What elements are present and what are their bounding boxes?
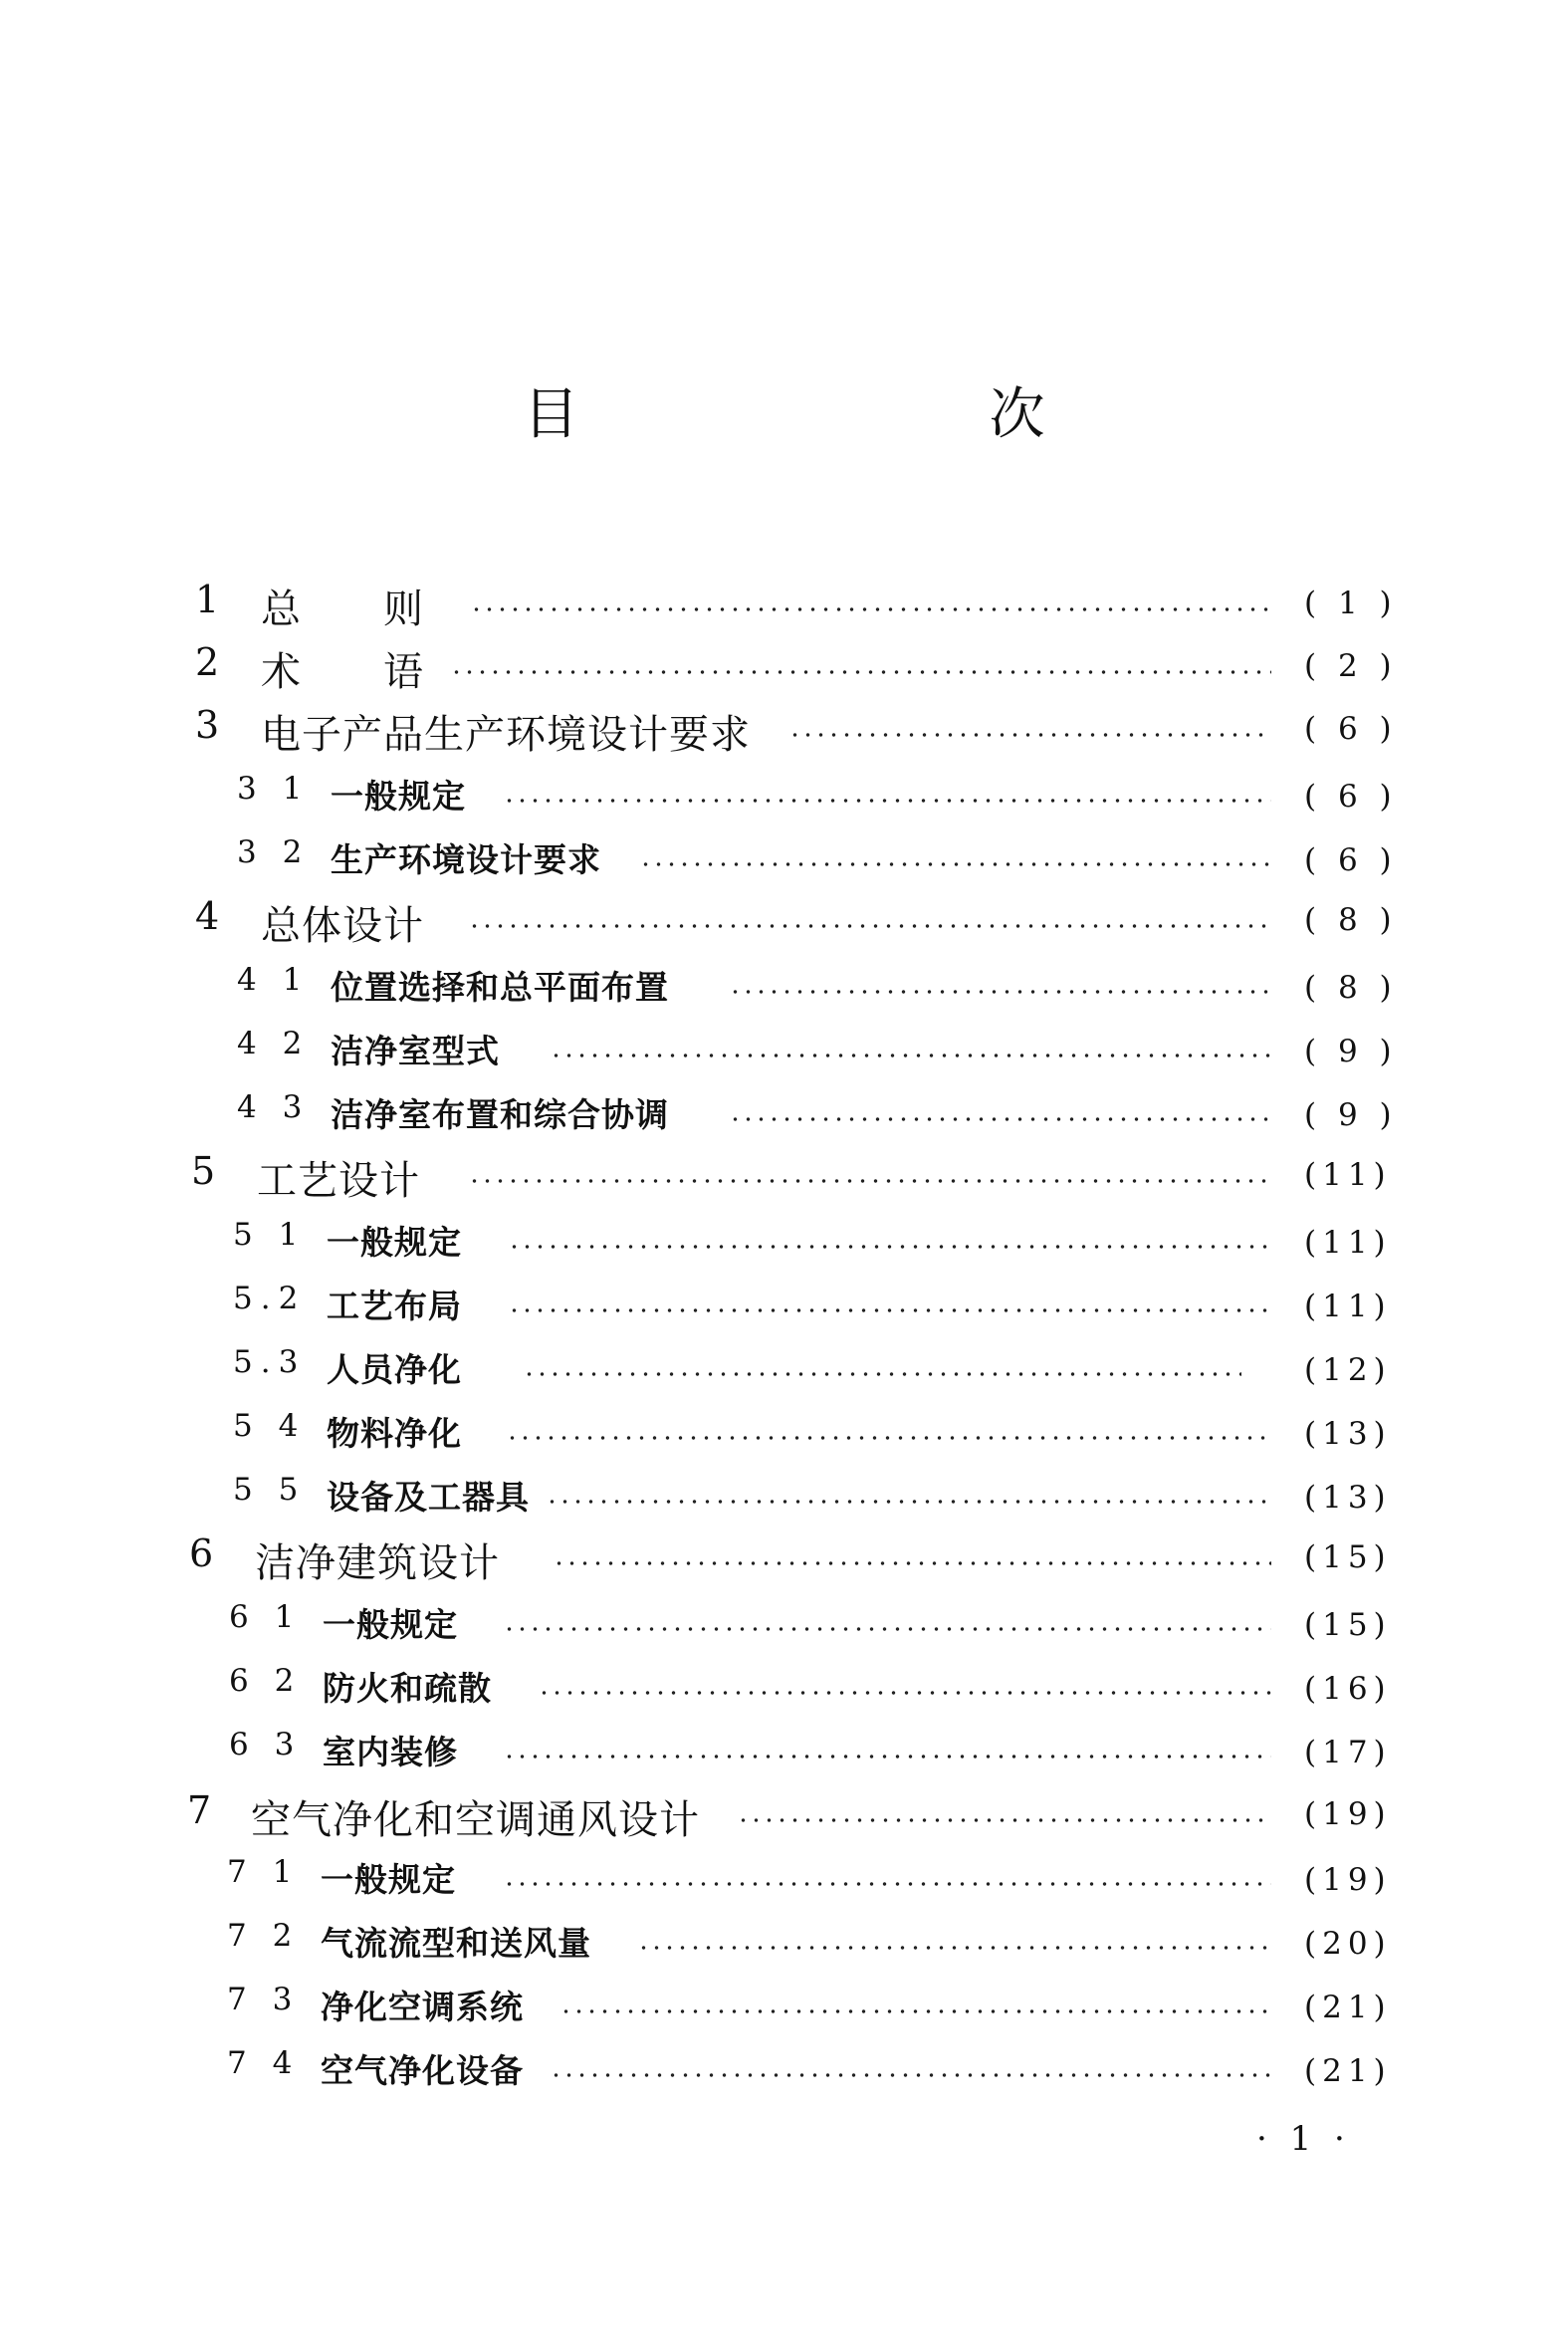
toc-entry-number: 7 2 — [227, 1918, 301, 1954]
toc-entry[interactable] — [0, 1982, 1568, 2041]
toc-entry-title: 一般规定 — [331, 777, 466, 816]
toc-entry[interactable] — [0, 834, 1568, 894]
toc-entry-number: 6 — [189, 1531, 214, 1575]
dot-leader — [788, 733, 1271, 737]
toc-entry-page: (13) — [1304, 1480, 1392, 1516]
toc-entry-number: 7 — [187, 1788, 212, 1832]
toc-entry[interactable] — [0, 1788, 1568, 1848]
toc-entry-title: 空气净化和空调通风设计 — [251, 1797, 700, 1843]
toc-entry-title: 气流流型和送风量 — [321, 1924, 591, 1963]
dot-leader — [503, 799, 1271, 803]
toc-entry-page: ( 8 ) — [1304, 970, 1398, 1006]
dot-leader — [546, 1500, 1271, 1504]
toc-entry[interactable] — [0, 1344, 1568, 1404]
toc-entry-page: ( 2 ) — [1304, 648, 1398, 684]
dot-leader — [737, 1818, 1271, 1822]
toc-entry-title: 电子产品生产环境设计要求 — [261, 712, 751, 758]
toc-entry[interactable] — [0, 1854, 1568, 1914]
toc-entry-page: (16) — [1304, 1671, 1392, 1707]
toc-entry-title: 位置选择和总平面布置 — [331, 968, 669, 1007]
toc-entry-page: ( 6 ) — [1304, 842, 1398, 878]
toc-entry-title: 工艺设计 — [257, 1158, 420, 1204]
toc-entry-title: 总体设计 — [261, 903, 424, 949]
toc-entry[interactable] — [0, 894, 1568, 954]
toc-entry-title: 室内装修 — [323, 1733, 458, 1771]
toc-entry[interactable] — [0, 1217, 1568, 1277]
toc-entry-title: 洁净室布置和综合协调 — [331, 1095, 669, 1134]
dot-leader — [503, 1755, 1271, 1759]
toc-entry-title: 人员净化 — [327, 1350, 462, 1389]
toc-entry-page: ( 8 ) — [1304, 902, 1398, 938]
toc-entry-number: 2 — [195, 640, 220, 684]
toc-entry[interactable] — [0, 1472, 1568, 1531]
toc-entry-number: 5 1 — [233, 1217, 307, 1253]
toc-entry-number: 6 3 — [229, 1727, 303, 1762]
toc-entry-title: 一般规定 — [323, 1605, 458, 1644]
toc-entry[interactable] — [0, 1663, 1568, 1723]
toc-entry-title: 一般规定 — [327, 1223, 462, 1262]
toc-entry-number: 5 — [191, 1149, 216, 1193]
toc-entry-number: 5 5 — [233, 1472, 307, 1508]
toc-entry-page: (15) — [1304, 1607, 1392, 1643]
toc-entry[interactable] — [0, 1026, 1568, 1085]
toc-entry[interactable] — [0, 640, 1568, 700]
toc-entry-page: (21) — [1304, 2053, 1392, 2089]
toc-entry-title: 洁净室型式 — [331, 1032, 500, 1070]
dot-leader — [468, 1179, 1271, 1183]
toc-entry[interactable] — [0, 578, 1568, 637]
dot-leader — [560, 2009, 1271, 2013]
toc-entry[interactable] — [0, 1531, 1568, 1591]
toc-entry-page: (12) — [1304, 1352, 1392, 1388]
toc-entry[interactable] — [0, 2045, 1568, 2105]
toc-entry[interactable] — [0, 1599, 1568, 1659]
dot-leader — [508, 1308, 1271, 1312]
toc-entry-title: 生产环境设计要求 — [331, 840, 601, 879]
dot-leader — [553, 1561, 1271, 1565]
toc-entry-title: 物料净化 — [327, 1414, 462, 1453]
dot-leader — [508, 1245, 1271, 1249]
toc-entry-page: (13) — [1304, 1416, 1392, 1452]
dot-leader — [729, 1117, 1271, 1121]
toc-entry[interactable] — [0, 1918, 1568, 1978]
toc-entry[interactable] — [0, 1089, 1568, 1149]
toc-entry-page: (11) — [1304, 1289, 1392, 1324]
dot-leader — [550, 2073, 1271, 2077]
toc-entry-page: (11) — [1304, 1225, 1392, 1261]
dot-leader — [639, 862, 1271, 866]
toc-entry-title: 洁净建筑设计 — [255, 1540, 500, 1586]
toc-entry-page: ( 9 ) — [1304, 1034, 1398, 1069]
toc-entry-page: (20) — [1304, 1926, 1392, 1962]
toc-entry-number: 3 2 — [237, 834, 311, 870]
toc-entry-title: 防火和疏散 — [323, 1669, 492, 1708]
toc-entry-title: 空气净化设备 — [321, 2051, 524, 2090]
dot-leader — [450, 670, 1271, 674]
toc-entry-number: 3 — [195, 703, 220, 747]
dot-leader — [468, 924, 1271, 928]
toc-entry-page: ( 9 ) — [1304, 1097, 1398, 1133]
toc-entry-number: 4 2 — [237, 1026, 311, 1061]
toc-entry-number: 6 1 — [229, 1599, 303, 1635]
toc-entry-title: 净化空调系统 — [321, 1988, 524, 2026]
toc-entry-number: 5.3 — [233, 1344, 307, 1380]
toc-entry-page: ( 6 ) — [1304, 779, 1398, 815]
toc-entry-title: 一般规定 — [321, 1860, 456, 1899]
toc-entry[interactable] — [0, 1281, 1568, 1340]
toc-entry-page: (19) — [1304, 1796, 1392, 1832]
toc-entry[interactable] — [0, 1149, 1568, 1209]
toc-entry-title: 术 语 — [261, 649, 424, 695]
toc-entry-page: (21) — [1304, 1990, 1392, 2025]
dot-leader — [729, 990, 1271, 994]
dot-leader — [550, 1054, 1271, 1057]
toc-entry-number: 5 4 — [233, 1408, 307, 1444]
toc-entry-page: ( 1 ) — [1304, 586, 1398, 621]
toc-entry-page: (15) — [1304, 1539, 1392, 1575]
dot-leader — [523, 1372, 1241, 1376]
dot-leader — [538, 1691, 1271, 1695]
toc-entry[interactable] — [0, 962, 1568, 1022]
toc-entry[interactable] — [0, 1727, 1568, 1786]
toc-entry[interactable] — [0, 703, 1568, 763]
toc-entry[interactable] — [0, 1408, 1568, 1468]
toc-entry-title: 工艺布局 — [327, 1287, 462, 1325]
toc-entry-number: 7 3 — [227, 1982, 301, 2017]
toc-entry-page: (19) — [1304, 1862, 1392, 1898]
toc-entry-number: 4 1 — [237, 962, 311, 998]
dot-leader — [470, 607, 1271, 611]
toc-entry-number: 7 1 — [227, 1854, 301, 1890]
toc-entry-number: 1 — [195, 578, 220, 621]
toc-entry-number: 5.2 — [233, 1281, 307, 1316]
toc-entry-title: 总 则 — [261, 587, 424, 632]
page-number: · 1 · — [1256, 2119, 1351, 2159]
toc-entry-page: ( 6 ) — [1304, 711, 1398, 747]
toc-entry-number: 4 — [195, 894, 220, 938]
toc-entry-page: (11) — [1304, 1157, 1392, 1193]
toc-entry[interactable] — [0, 771, 1568, 830]
dot-leader — [503, 1627, 1271, 1631]
toc-entry-number: 6 2 — [229, 1663, 303, 1699]
toc-entry-number: 4 3 — [237, 1089, 311, 1125]
dot-leader — [506, 1436, 1271, 1440]
dot-leader — [637, 1946, 1271, 1950]
toc-entry-number: 3 1 — [237, 771, 311, 807]
dot-leader — [503, 1882, 1271, 1886]
toc-entry-page: (17) — [1304, 1735, 1392, 1770]
toc-entry-title: 设备及工器具 — [327, 1478, 530, 1517]
toc-entry-number: 7 4 — [227, 2045, 301, 2081]
page-title: 目 次 — [523, 382, 1145, 447]
